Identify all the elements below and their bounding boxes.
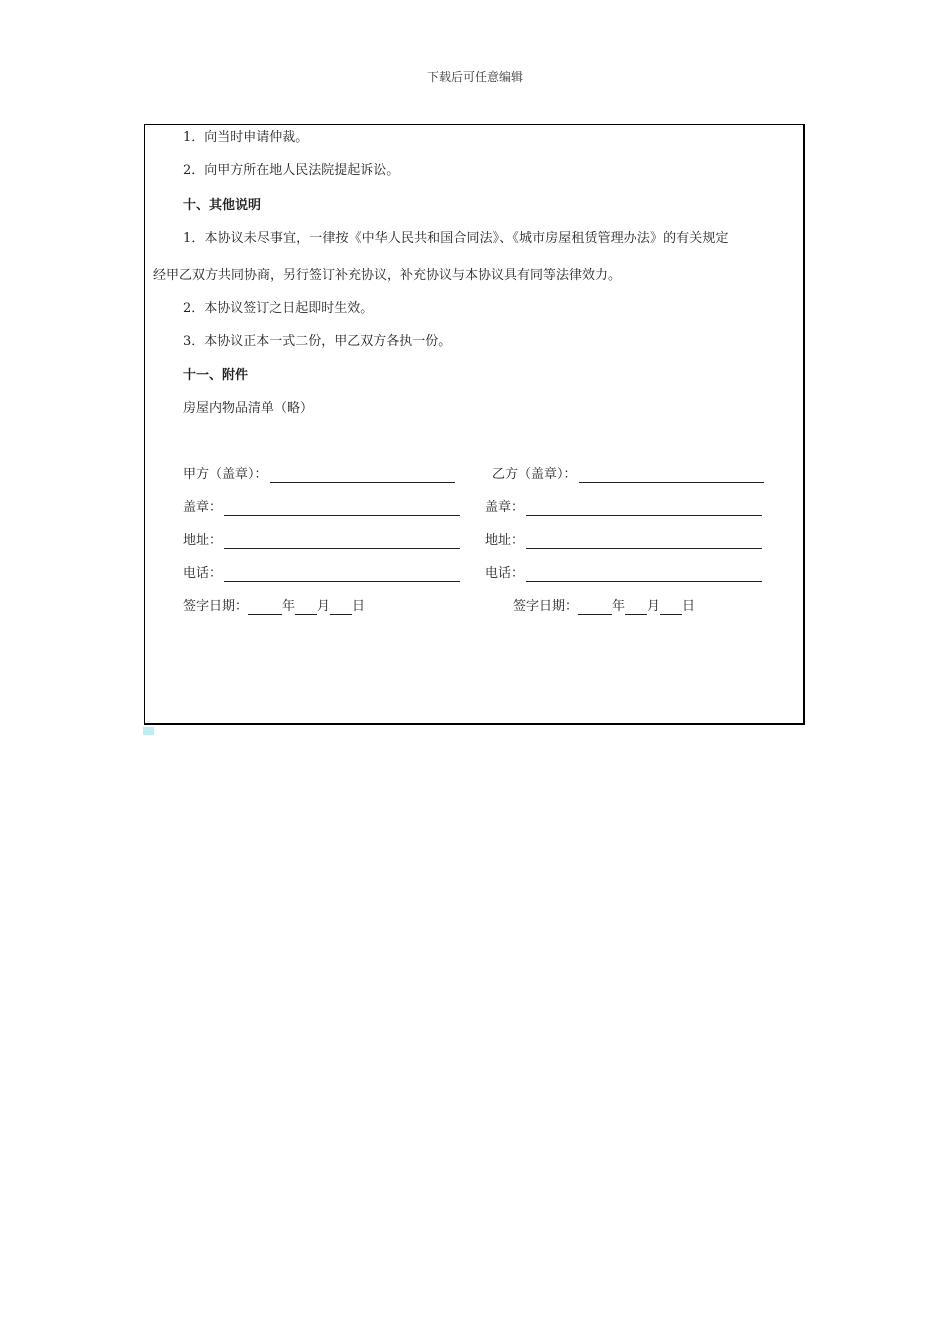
party-a-address-field[interactable] [183, 533, 460, 549]
party-b-seal-field[interactable] [492, 467, 764, 483]
party-a-month-line[interactable] [295, 601, 317, 615]
party-a-month-label: 月 [317, 599, 331, 614]
party-a-phone-field[interactable] [183, 566, 460, 582]
party-b-stamp-line[interactable] [526, 502, 762, 516]
section-10-item-3: 3．本协议正本一式二份，甲乙双方各执一份。 [183, 334, 452, 349]
party-b-year-label: 年 [612, 599, 626, 614]
party-a-seal-label: 盖章： [183, 500, 223, 515]
party-a-stamp-field[interactable] [183, 500, 460, 516]
party-a-phone-label: 电话： [183, 566, 223, 581]
party-a-stamp-line[interactable] [224, 502, 460, 516]
section-10-item-1-line-2: 经甲乙双方共同协商，另行签订补充协议，补充协议与本协议具有同等法律效力。 [153, 268, 622, 283]
party-b-day-line[interactable] [660, 601, 682, 615]
document-frame [144, 124, 805, 725]
party-b-date-field[interactable] [513, 599, 695, 615]
party-a-date-label: 签字日期： [183, 599, 249, 614]
party-b-signature-line[interactable] [579, 469, 764, 483]
party-a-signature-line[interactable] [270, 469, 455, 483]
dispute-item-2: 2．向甲方所在地人民法院提起诉讼。 [183, 163, 400, 178]
section-11-content: 房屋内物品清单（略） [183, 401, 314, 416]
section-10-item-1-line-1: 1．本协议未尽事宜，一律按《中华人民共和国合同法》、《城市房屋租赁管理办法》的有关规定 [183, 231, 729, 246]
section-10-item-2: 2．本协议签订之日起即时生效。 [183, 301, 374, 316]
party-a-label: 甲方（盖章）： [183, 467, 268, 482]
party-b-label: 乙方（盖章）： [492, 467, 577, 482]
party-a-year-line[interactable] [248, 601, 282, 615]
party-b-year-line[interactable] [578, 601, 612, 615]
party-b-month-line[interactable] [625, 601, 647, 615]
party-b-stamp-field[interactable] [485, 500, 762, 516]
party-a-phone-line[interactable] [224, 568, 460, 582]
party-b-month-label: 月 [647, 599, 661, 614]
party-b-phone-label: 电话： [485, 566, 525, 581]
party-a-seal-field[interactable] [183, 467, 455, 483]
section-11-title: 十一、附件 [183, 368, 249, 383]
party-b-address-label: 地址： [485, 533, 525, 548]
party-a-date-field[interactable] [183, 599, 365, 615]
party-a-address-label: 地址： [183, 533, 223, 548]
party-a-day-line[interactable] [330, 601, 352, 615]
party-b-day-label: 日 [682, 599, 696, 614]
party-a-address-line[interactable] [224, 535, 460, 549]
text-cursor-marker [143, 727, 154, 735]
party-a-year-label: 年 [282, 599, 296, 614]
party-b-phone-line[interactable] [526, 568, 762, 582]
party-b-date-label: 签字日期： [513, 599, 579, 614]
party-b-seal-label: 盖章： [485, 500, 525, 515]
party-a-day-label: 日 [352, 599, 366, 614]
party-b-phone-field[interactable] [485, 566, 762, 582]
header-note: 下载后可任意编辑 [426, 70, 523, 84]
section-10-title: 十、其他说明 [183, 198, 262, 213]
party-b-address-line[interactable] [526, 535, 762, 549]
dispute-item-1: 1．向当时申请仲裁。 [183, 130, 309, 145]
party-b-address-field[interactable] [485, 533, 762, 549]
